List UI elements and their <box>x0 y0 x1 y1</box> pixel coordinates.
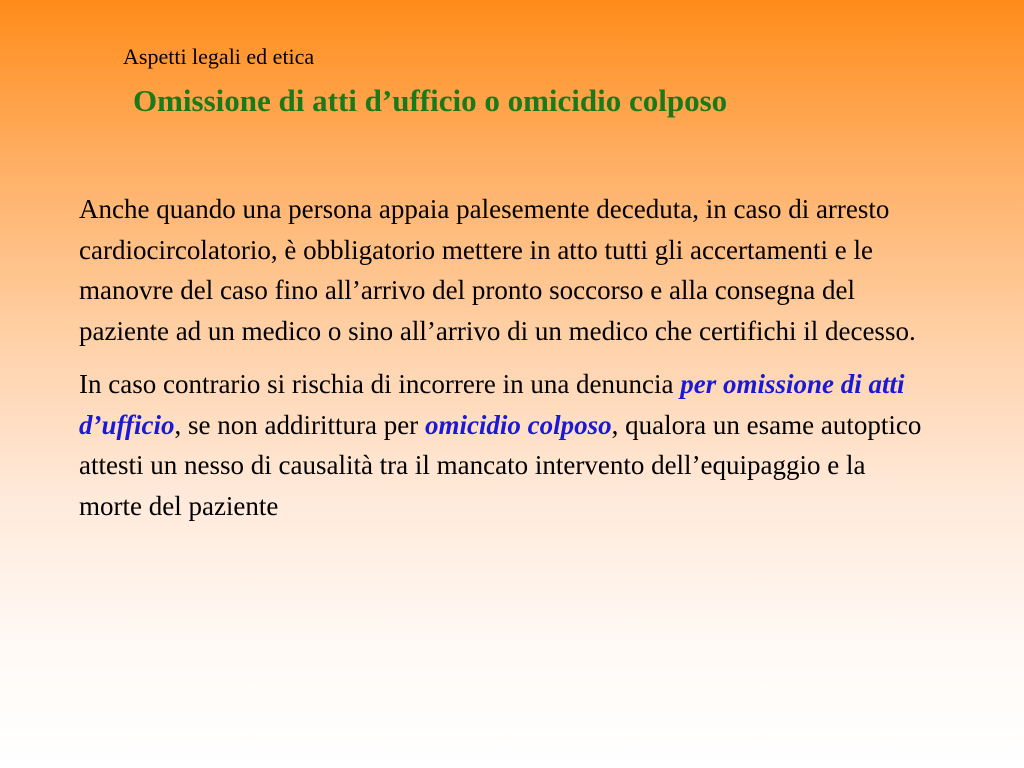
slide-subtitle: Aspetti legali ed etica <box>123 44 315 69</box>
paragraph-2 <box>79 364 929 526</box>
emphasis-omicidio: omicidio colposo <box>424 409 612 440</box>
slide-body <box>79 189 929 526</box>
slide-title: Omissione di atti d’ufficio o omicidio colposo <box>133 83 728 118</box>
emphasis-omissione: per omissione di atti d’ufficio <box>79 369 905 440</box>
paragraph-1: Anche quando una persona appaia palesemente deceduta, in caso di arresto cardiocircolatorio, è obbligatorio mettere in atto tutti gli accertamenti e le manovre del caso fino all’arrivo del pronto soccorso e alla consegna del paziente ad un medico o sino all’arrivo di un medico che certifichi il decesso. <box>79 194 916 346</box>
paragraph-2-text-1: In caso contrario si rischia di incorrere in una denuncia <box>79 369 681 399</box>
paragraph-2-text-3: , qualora un esame autoptico attesti un nesso di causalità tra il mancato intervento dell’equipaggio e la morte del paziente <box>79 409 922 521</box>
paragraph-2-text-2: , se non addirittura per <box>174 409 425 440</box>
